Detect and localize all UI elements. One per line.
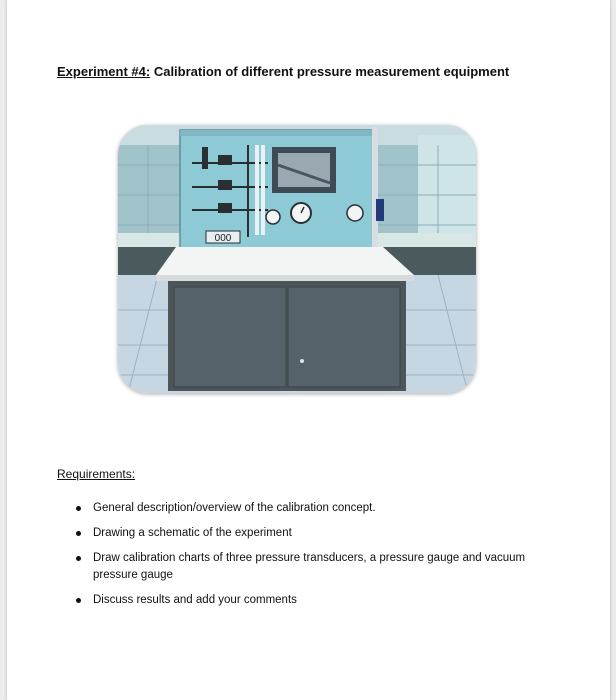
apparatus-illustration bbox=[118, 125, 476, 393]
list-item: Draw calibration charts of three pressure transducers, a pressure gauge and vacuum pressure gauge bbox=[57, 550, 557, 584]
list-item: Discuss results and add your comments bbox=[57, 592, 557, 609]
experiment-number: Experiment #4: bbox=[57, 64, 151, 79]
requirements-list bbox=[57, 500, 557, 617]
experiment-title: Calibration of different pressure measurement equipment bbox=[153, 64, 510, 79]
page-title bbox=[57, 64, 509, 79]
counter-readout: 000 bbox=[214, 233, 232, 244]
list-item: Drawing a schematic of the experiment bbox=[57, 525, 557, 542]
list-item: General description/overview of the calibration concept. bbox=[57, 500, 557, 517]
requirements-heading: Requirements: bbox=[57, 467, 136, 481]
document-page bbox=[7, 0, 610, 700]
apparatus-photo bbox=[118, 125, 476, 393]
